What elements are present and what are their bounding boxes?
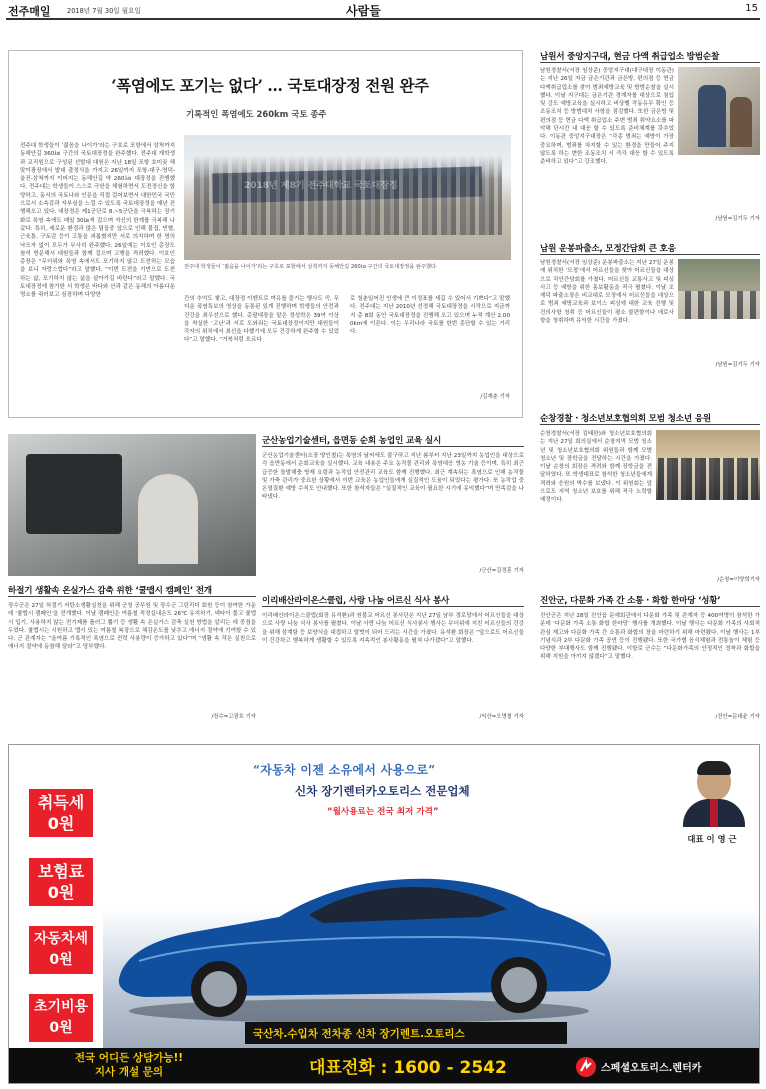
seated-people [678, 291, 760, 319]
monitor-shape [26, 454, 122, 534]
section-title: 사람들 [346, 4, 381, 18]
header-rule [6, 18, 760, 20]
representative-name: 대표 이 영 근 [687, 834, 737, 844]
shopkeeper-figure [730, 97, 752, 147]
story-photo-namwon-patrol [678, 67, 760, 155]
story-credit-coolbiz: /장수=고광호 기자 [211, 714, 256, 720]
story-photo-unbong [678, 259, 760, 319]
main-story-subtitle: 기록적인 폭염에도 260km 국토 종주 [186, 109, 327, 119]
story-body-unbong-2 [540, 338, 760, 358]
story-rule [540, 62, 760, 63]
car-lease-ad [8, 744, 760, 1084]
story-title-coolbiz: 하절기 생활속 온실가스 감축 위한 ‘쿨맵시 캠페인’ 전개 [8, 586, 212, 596]
story-title-sunchang: 순창경찰 · 청소년보호협의회 모범 청소년 응원 [540, 414, 711, 424]
officer-figure [698, 85, 726, 147]
story-title-unbong: 남원 운봉파출소, 모정간담회 큰 호응 [540, 244, 676, 254]
sports-car-image [109, 857, 621, 1027]
story-rule [540, 424, 760, 425]
representative-photo [681, 759, 747, 827]
paper-name: 전주매일 [8, 5, 51, 18]
group-people [194, 155, 502, 235]
ad-headline: “자동차 이젠 소유에서 사용으로” [253, 763, 436, 777]
story-body-lions: 이리배산라이온스클럽(회장 유석환)과 원불교 어르신 봉사단은 지난 27일 남부 경로당에서 어르신들을 대상으로 사랑 나눔 식사 봉사를 펼쳤다. 이날 사랑 나눔 어르신 식사봉사 행사는 무더위에 지친 어르신들의 건강을 위해 삼계탕 등 보양식을 대접하고 말벗이 되어 드리는 시간을 가졌다. 유석환 회장은 “앞으로도 어르신들이 건강하고 행복하게 생활할 수 있도록 지속적인 봉사활동을 펼쳐 나가겠다”고 말했다. [262, 613, 524, 644]
badge-insurance: 보험료 0원 [29, 858, 93, 906]
story-title-gunsan: 군산농업기술센터, 읍면동 순회 농업인 교육 실시 [262, 436, 442, 446]
issue-date: 2018년 7월 30일 월요일 [67, 7, 141, 15]
story-body-jinan: 진안군은 지난 28일 진안읍 문예회관에서 다문화 가족 및 관계자 등 400여명이 참석한 가운데 ‘다문화 가족 소통 화합 한마당’ 행사를 개최했다. 이날 행사는 다문화 가족의 사회적 관심 제고와 다문화 가족 간 소통과 화합의 장을 마련하기 위해 마련됐다. 이날 행사는 1부 기념식과 2부 다문화 가족 공연 등이 진행됐다. 또한 국가별 음식체험과 전통놀이 체험 등 다양한 부대행사도 함께 진행됐다. 이항로 군수는 “다문화가족의 안정적인 정착과 화합을 위해 지원을 아끼지 않겠다”고 말했다. [540, 613, 760, 661]
story-body-namwon-patrol: 남원경찰서(서장 임상준) 중앙지구대(대구대장 이동관)는 지난 26일 자금 금은기관과 금은방, 편의점 등 현금 다액취급업소를 찾아 범죄예방교육 및 방범순찰을 실시했다. 이날 지구대는 금은기관 경계자를 대상으로 침입 및 강도 예방교육을 실시하고 비상벨 작동유무 확인 등 조동조치 등 방범대처 사항을 점검했다. 또한 금은방 및 편의점 등 현금 다액 취급업소 주변 범죄 취약요소를 파악해 단시간 내 대응 할 수 있도록 준비체계를 갖추었다. 이동관 중앙지구대장은 “각종 범죄는 예방이 가장 중요하며, 범죄를 차지할 수 있는 환경을 만들어 주지 않도록 하는 변한 조동조치 시 즉각 대응 할 수 있도록 준비하고 있다”고 강조했다. [540, 68, 674, 166]
page-number: 15 [745, 3, 758, 14]
brand-logo-icon [575, 1056, 597, 1078]
story-credit-jinan: /진안=문대윤 기자 [715, 714, 760, 720]
story-rule [540, 606, 760, 607]
story-rule [8, 596, 256, 597]
ad-price-line: “월사용료는 전국 최저 가격” [327, 807, 439, 817]
person-shape [138, 474, 198, 564]
hair-shape [697, 761, 731, 775]
story-photo-sunchang [656, 430, 760, 500]
tie-shape [710, 799, 718, 827]
story-credit-sunchang: /순창=이양희기자 [717, 577, 760, 583]
main-story-photo [184, 135, 511, 260]
main-photo-caption: 전주대 학생들이 ‘젊음을 나이가’라는 구호로 포항에서 삼척까지 동해안길 260㎞ 구간의 국토대장정을 완주했다. [184, 264, 438, 270]
story-title-jinan: 진안군, 다문화 가족 간 소통 · 화합 한마당 ‘성황’ [540, 596, 721, 606]
ad-phone-number[interactable]: 대표전화 : 1600 - 2542 [309, 1058, 507, 1078]
story-rule [262, 606, 524, 607]
story-body-sunchang: 순창경찰서(서장 김태완)와 청소년보호협의회는 지난 27일 회의실에서 순창지역 모범 청소년 및 청소년보호협의회 위원들과 함께 모범 청소년 및 장학금을 전달하는 시간을 가졌다. 이날 순창의 회장은 격려와 함께 장학금을 전달하였다. 또 학생대표로 참석한 청소년들에게 격려와 응원의 박수를 보냈다. 이 위원회는 앞으로도 지역 청소년 보호를 위해 적극 노력할 예정이다. [540, 431, 652, 504]
badge-acquisition-tax: 취득세 0원 [29, 789, 93, 837]
coolbiz-photo [8, 434, 256, 576]
ad-tagline: 국산차.수입차 전차종 신차 장기렌트.오토리스 [253, 1028, 465, 1040]
story-credit-unbong: /남원=김기두 기자 [715, 362, 760, 368]
story-title-namwon-patrol: 남원서 중앙지구대, 현금 다액 취급업소 방범순찰 [540, 52, 720, 62]
story-credit-namwon-patrol: /남원=김기두 기자 [715, 216, 760, 222]
story-credit-lions: /익산=오명철 기자 [479, 714, 524, 720]
story-rule [540, 254, 760, 255]
story-credit-gunsan: /군산=김정훈 기자 [479, 568, 524, 574]
badge-car-tax: 자동차세 0원 [29, 926, 93, 974]
story-title-lions: 이리배산라이온스클럽, 사랑 나눔 어르신 식사 봉사 [262, 596, 450, 606]
ad-company-line: 신차 장기렌터카오토리스 전문업체 [295, 784, 470, 798]
story-rule [262, 446, 524, 447]
masthead [8, 0, 760, 18]
story-body-coolbiz: 장수군은 27일 하절기 저탄소생활실천을 위해 군청 공무원 및 장수군 그린리더 회원 등이 참여한 가운데 ‘쿨맵시 캠페인’을 전개했다. 이날 캠페인은 여름철 적정실내온도 26℃ 유지하기, 넥타이 풀고 쿨맵시 입기, 사용하지 않는 전기제품 플러그 뽑기 등 생활 속 온실가스 감축 실천 방법을 알리는 데 중점을 두었다. 쿨맵시는 시원하고 맵시 있는 여름철 복장으로 체감온도를 낮추고 에너지 절약에 기여할 수 있다. 군 관계자는 “올여름 기록적인 폭염으로 전력 사용량이 증가하고 있다”며 “생활 속 작은 실천으로 에너지 절약에 동참해 달라”고 당부했다. [8, 603, 256, 651]
front-rim [201, 971, 237, 1007]
story-body-gunsan: 군산농업기술센터(소장 양인철)는 폭염의 날씨에도 불구하고 지난 봄부터 지난 23일까지 농업인을 대상으로 각 읍면동에서 순회교육을 실시했다. 교육 내용은 주요 농작물 관리와 폭염대응 영농 기술 등이며, 특히 최근 급증한 돌발해충 방제 요령과 농작업 안전관리 교육도 함께 진행했다. 최근 계속되는 폭염으로 인해 농작물 및 가축 관리가 중요한 상황에서 이번 교육은 농업인들에게 실질적인 도움이 되었다는 평가다. 또 농작업 중 온열질환 예방 수칙도 안내했다. 또한 참석자들은 “실질적인 교육이 필요한 시기에 유익했다”며 만족감을 나타냈다. [262, 453, 524, 501]
story-body-unbong: 남원경찰서(서장 임상준) 운봉파출소는 지난 27일 운봉에 위치한 ‘모정’에서 어르신들을 찾아 어르신들을 대상으로 치안간담회를 가졌다. 어르신들 교통사고 및 피싱사고 등 예방을 위한 홍보활동을 적극 펼쳤다. 이날 조재덕 파출소장은 비교대로 모정에서 어르신들을 대상으로 범죄 예방교육과 보이스 피싱에 대한 교육 진행 및 건의사항 청취 등 어르신들이 평소 불편함이나 애로사항을 청취하며 유익한 시간을 가졌다. [540, 260, 674, 325]
ad-bottom-left-text: 전국 어디든 상담가능!! 지사 개설 문의 [74, 1052, 184, 1078]
main-story-col1: 전주대 학생들이 ‘젊음을 나이가’라는 구호로 포항에서 삼척까지 동해안길 360㎞ 구간의 국토대장정을 완주했다. 전주대 재학생과 교직원으로 구성된 선발대 대원은 지난 18일 포항 호미곶 해맞이광장에서 발대 출정식을 가지고 26일까지 포항-대구-영덕-울진-삼척까지 이어지는 동해안길 약 260㎞ 대장정을 진행했다. 전주대는 학생들이 스스로 극한을 체험하면서 도전정신을 함양하고, 동서의 국토나와 인문을 직접 걸어보면서 대한민국 국민으로서 소속감과 자부심을 느낄 수 있도록 국토대장정을 매년 진행해오고 있다. 대장정은 제1군단로 8.~5군단을 극복하는 장기화로 폭염 속에도 매일 30㎞씩 걸으며 자신의 한계를 극복해 나갔다. 특히, 세로운 환경과 많은 팀들중 앞으로 인해 물집, 빈혈, 근육통, 구토감 등이 고통을 괴롭혔지만 서로 의지하며 한 명의 낙오자 없이 모두가 무사히 완주했다. 26일에는 이호인 총장도 참석 방문해서 대원들과 함께 걸으며 고행을 격려했다. 이호인 총장은 “무더위와 폭염 속에서도 포기하지 않고 도전하는 모습을 보니 자랑스럽다”라고 말했다. “이번 도전을 기반으로 도전하는 삶, 포기하지 않는 삶을 살아가길 바란다”라고 말했다. 국토대장정에 참가한 서 학생은 바다와 산과 같은 동해의 아름다운 명소를 쥐러보고 심장하며 다양한 [20, 143, 175, 299]
badge-initial-cost: 초기비용 0원 [29, 994, 93, 1042]
main-story-title: ‘폭염에도 포기는 없다’ … 국토대장정 전원 완주 [111, 76, 429, 95]
main-story-col3: 로 청춘일어진 인생에 큰 이정표를 세길 수 있어서 기쁘다”고 말했다. 전주대는 지난 2010년 선정해 국토대장정을 시작으로 지금까지 총 8회 동안 국토대장정을 진행해 오고 있으며 누적 계산 2,000km에 이른다. 이는 우리나라 국토를 한번 종단할 수 있는 거리다. [350, 296, 510, 336]
group-people [658, 458, 758, 500]
rear-rim [501, 967, 537, 1003]
main-story-credit: /김재춘 기자 [480, 394, 510, 400]
main-story-col2: 간의 추억도 쌓고, 대장정 이벤트로 여유를 즐기는 행사도 즉, 무더운 폭염특보의 영상을 동통된 있게 진행하며 학생들의 안전과 건강을 최우선으로 했다. 총괄대장을 맡은 정성학은 39여 이상을 착실한 ‘고난’과 서로 도와줘는 국토대장정이지만 대원들이 각자의 위치에서 최선을 다했기에 모두 건강하게 완주할 수 있었다”고 말했다. “거북처럼 흐르다 [184, 296, 339, 344]
ad-brand-name: 스페셜오토리스.렌터카 [601, 1063, 702, 1074]
